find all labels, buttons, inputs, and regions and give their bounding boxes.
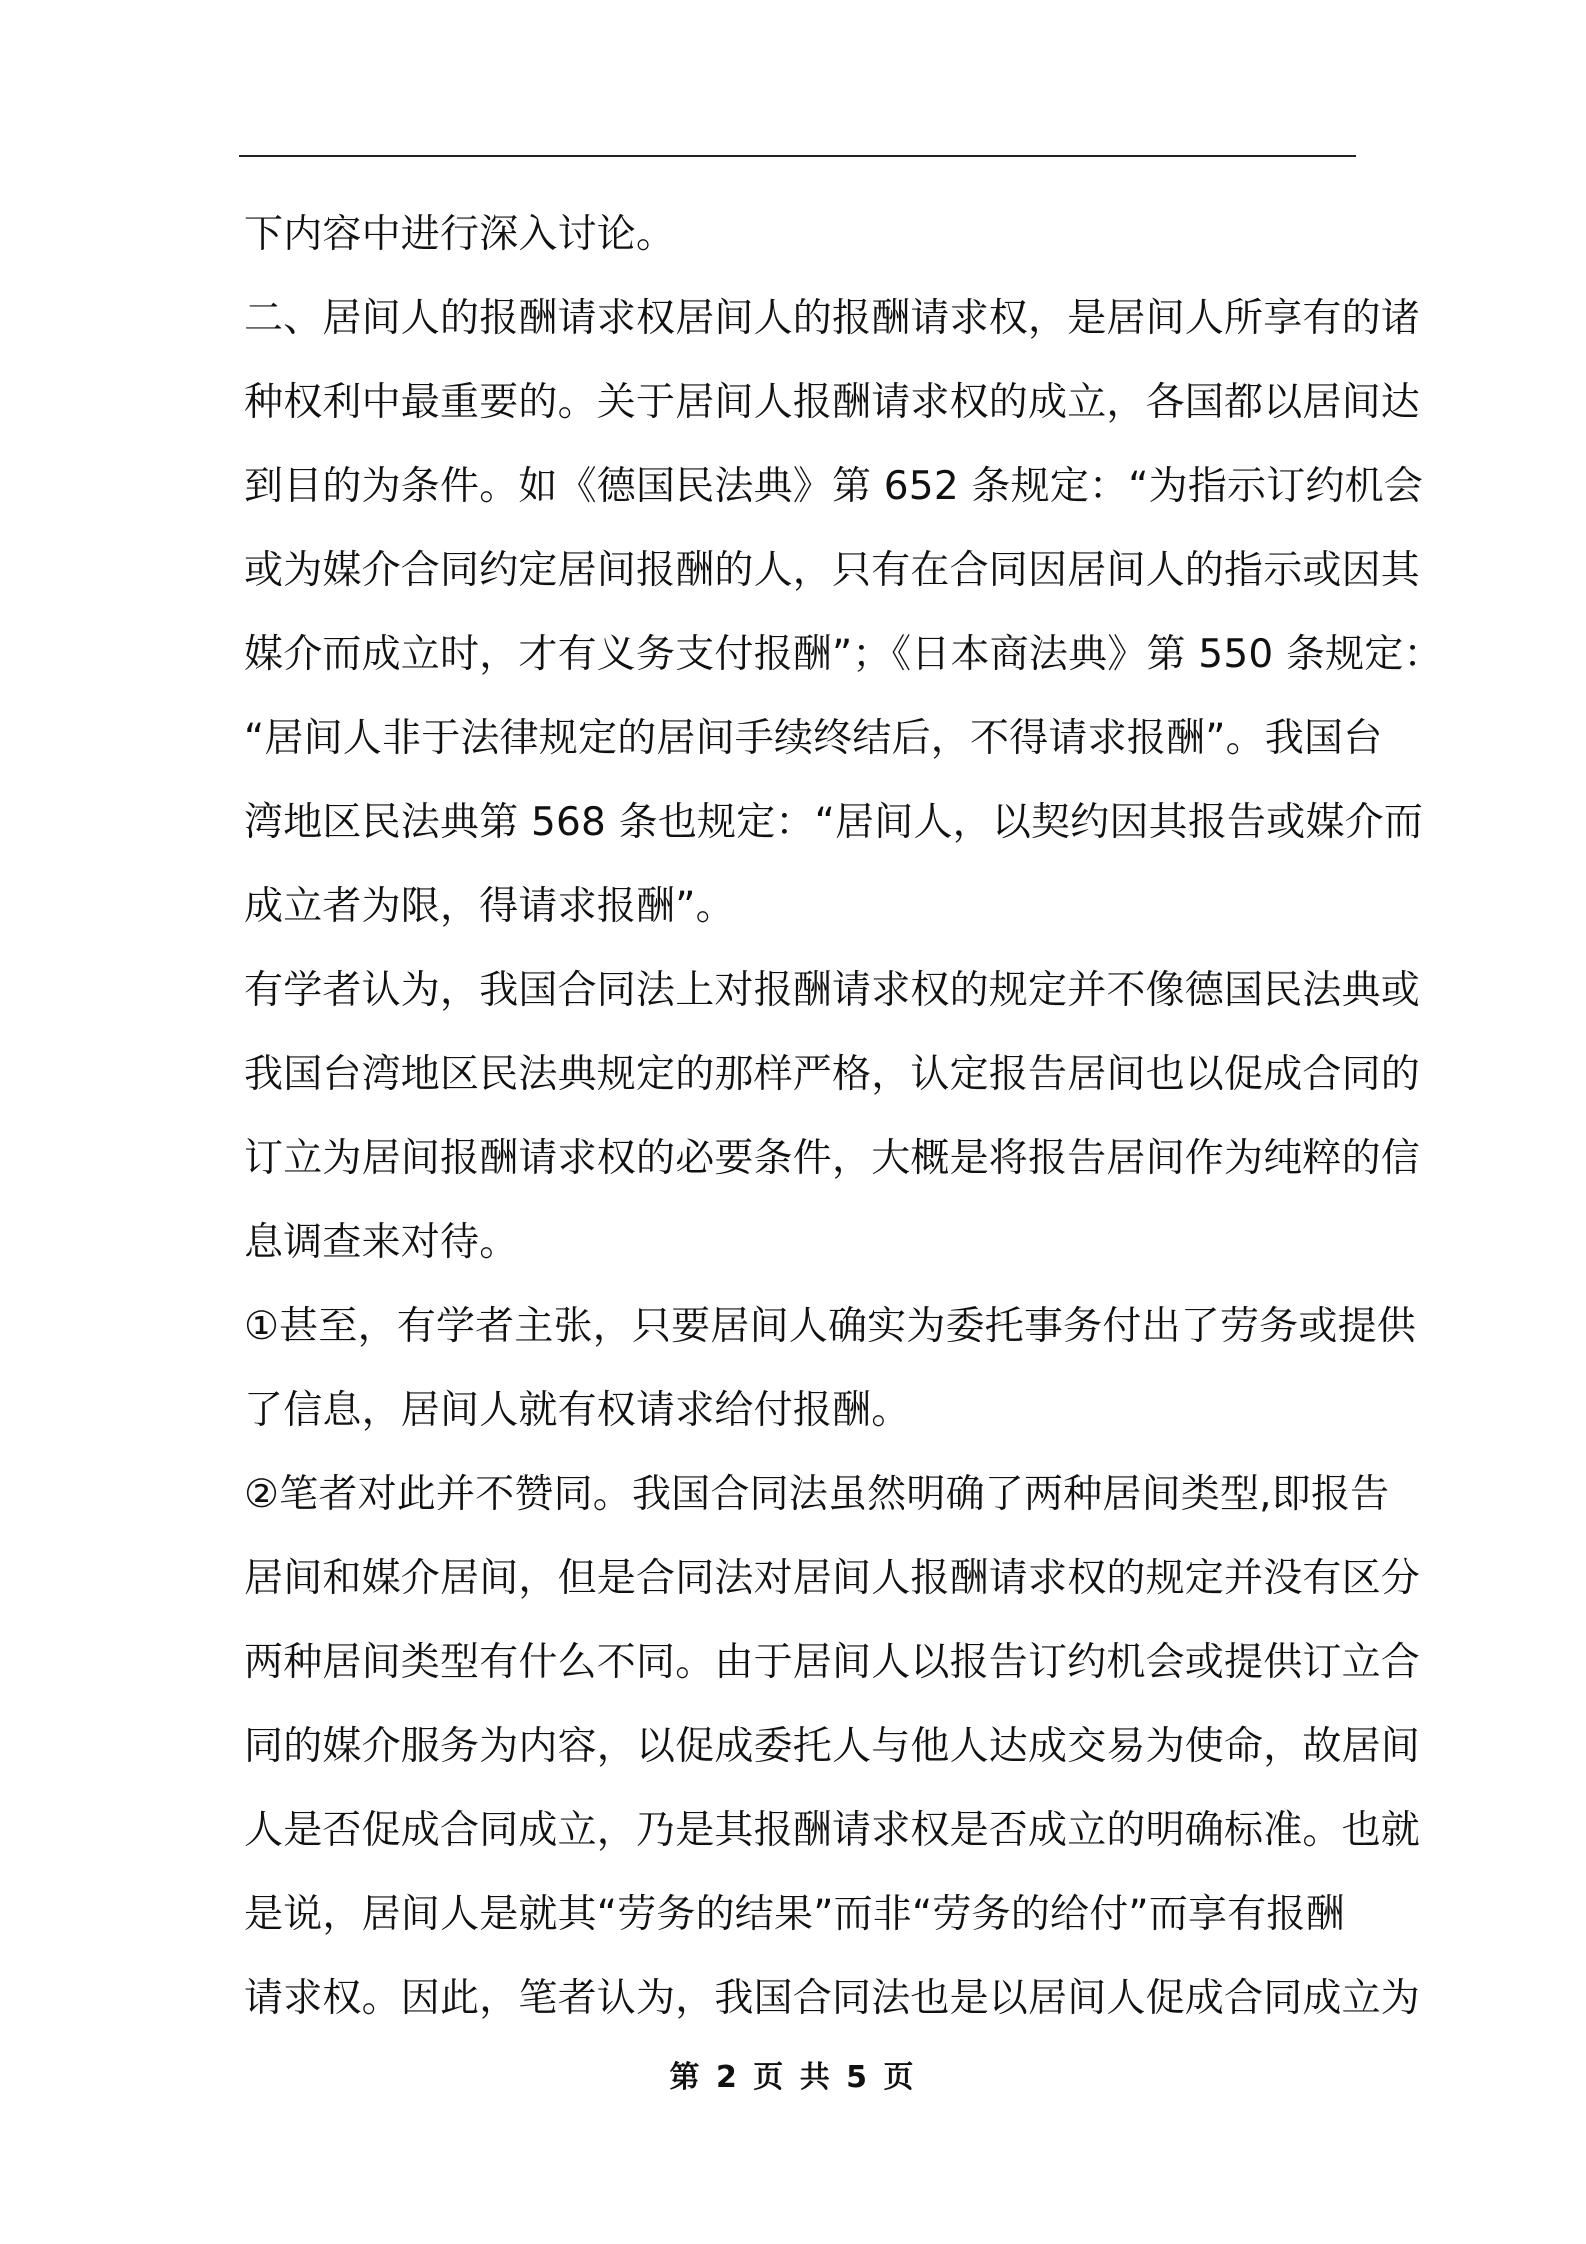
text-line: 居间和媒介居间，但是合同法对居间人报酬请求权的规定并没有区分 xyxy=(244,1556,1421,1601)
text-line: 湾地区民法典第 568 条也规定：“居间人，以契约因其报告或媒介而 xyxy=(244,800,1424,845)
page-number: 第 2 页 共 5 页 xyxy=(669,2060,917,2095)
text-line: 下内容中进行深入讨论。 xyxy=(244,212,676,257)
document-body xyxy=(244,193,1443,2041)
text-line: 订立为居间报酬请求权的必要条件，大概是将报告居间作为纯粹的信 xyxy=(244,1136,1421,1181)
text-line: 到目的为条件。如《德国民法典》第 652 条规定：“为指示订约机会 xyxy=(244,464,1424,509)
text-line: 我国台湾地区民法典规定的那样严格，认定报告居间也以促成合同的 xyxy=(244,1052,1421,1097)
text-line: 息调查来对待。 xyxy=(244,1220,519,1265)
text-line: 请求权。因此，笔者认为，我国合同法也是以居间人促成合同成立为 xyxy=(244,1976,1421,2021)
text-line: 人是否促成合同成立，乃是其报酬请求权是否成立的明确标准。也就 xyxy=(244,1808,1421,1853)
text-line: ②笔者对此并不赞同。我国合同法虽然明确了两种居间类型,即报告 xyxy=(244,1472,1390,1517)
text-line: 或为媒介合同约定居间报酬的人，只有在合同因居间人的指示或因其 xyxy=(244,548,1421,593)
text-line: 二、居间人的报酬请求权居间人的报酬请求权，是居间人所享有的诸 xyxy=(244,296,1421,341)
text-line: 成立者为限，得请求报酬”。 xyxy=(244,884,735,929)
text-line: 有学者认为，我国合同法上对报酬请求权的规定并不像德国民法典或 xyxy=(244,968,1421,1013)
text-line: 两种居间类型有什么不同。由于居间人以报告订约机会或提供订立合 xyxy=(244,1640,1421,1685)
text-line: 同的媒介服务为内容，以促成委托人与他人达成交易为使命，故居间 xyxy=(244,1724,1421,1769)
text-line: 是说，居间人是就其“劳务的结果”而非“劳务的给付”而享有报酬 xyxy=(244,1892,1345,1937)
header-rule xyxy=(239,155,1356,157)
text-line: 种权利中最重要的。关于居间人报酬请求权的成立，各国都以居间达 xyxy=(244,380,1421,425)
text-line: ①甚至，有学者主张，只要居间人确实为委托事务付出了劳务或提供 xyxy=(244,1304,1416,1349)
text-line: 媒介而成立时，才有义务支付报酬”；《日本商法典》第 550 条规定： xyxy=(244,632,1443,677)
text-line: 了信息，居间人就有权请求给付报酬。 xyxy=(244,1388,911,1433)
text-line: “居间人非于法律规定的居间手续终结后，不得请求报酬”。我国台 xyxy=(244,716,1383,761)
